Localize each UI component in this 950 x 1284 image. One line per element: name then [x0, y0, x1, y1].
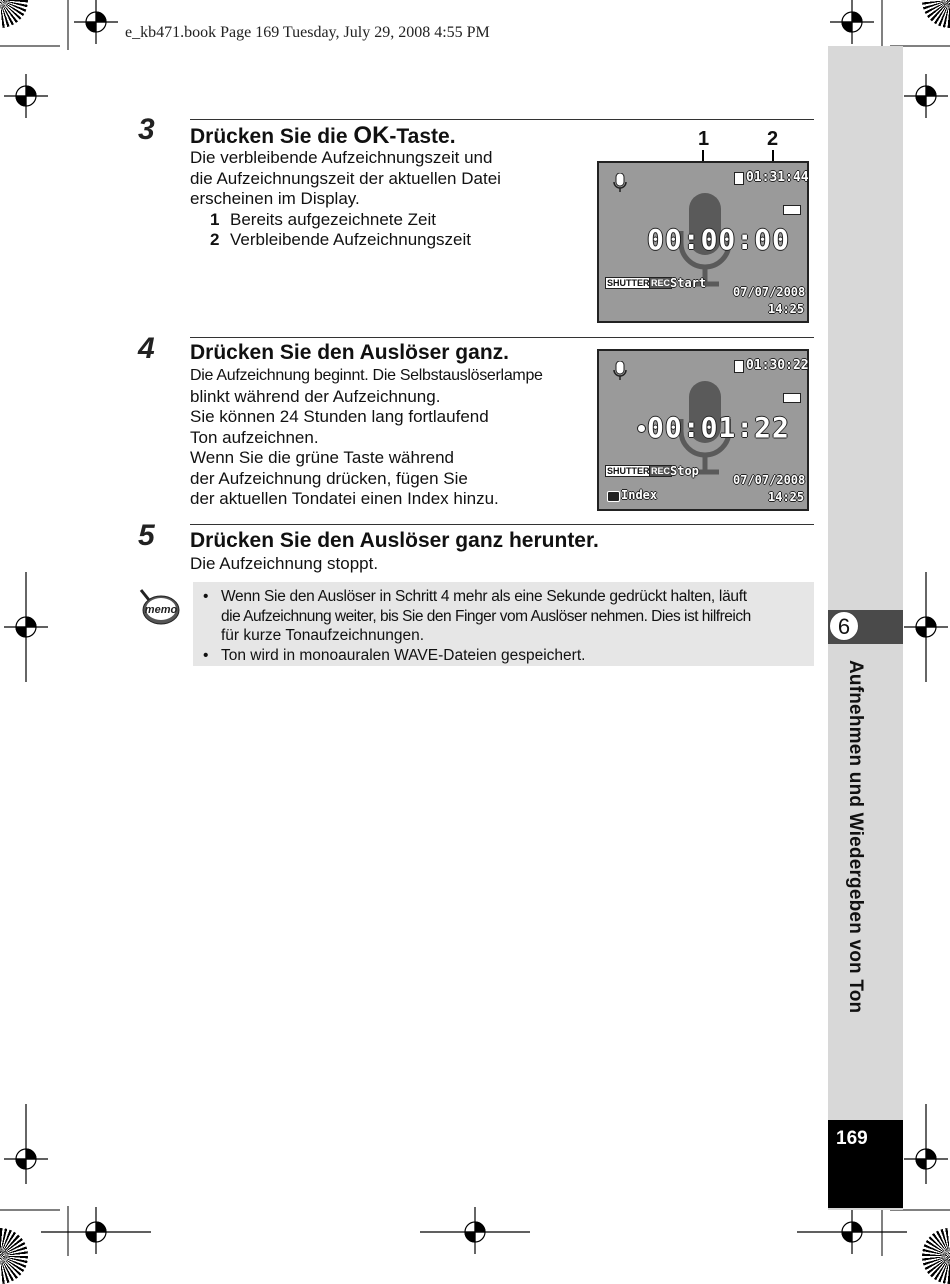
memo-icon-label: memo [144, 604, 178, 616]
page-number: 169 [836, 1128, 868, 1149]
date-display: 07/07/2008 [733, 473, 806, 487]
body-line: Ton aufzeichnen. [190, 427, 319, 447]
step-title-text: -Taste. [389, 125, 456, 148]
memo-bullet: • Wenn Sie den Auslöser in Schritt 4 mehr als eine Sekunde gedrückt halten, läuft die Aufzeichnung weiter, bis Sie den Finger vom Auslöser nehmen. Dies ist hilfreich für kurze Tonaufzeichnungen. [203, 588, 751, 644]
step-number: 4 [138, 332, 155, 365]
step-body [190, 554, 378, 575]
green-button-icon [607, 491, 620, 502]
time-display: 14:25 [768, 490, 805, 504]
list-item [190, 230, 501, 251]
memo-line: die Aufzeichnung weiter, bis Sie den Finger vom Auslöser nehmen. Dies ist hilfreich [221, 607, 751, 625]
step-body [190, 148, 501, 251]
memo-box [193, 582, 814, 666]
body-line: der Aufzeichnung drücken, fügen Sie [190, 468, 468, 488]
step-title-text: Drücken Sie die [190, 125, 354, 148]
body-line: erscheinen im Display. [190, 189, 360, 208]
ok-key: OK [353, 122, 390, 149]
body-line: die Aufzeichnungszeit der aktuellen Datei [190, 168, 501, 188]
step-title [190, 122, 456, 150]
callout-1: 1 [698, 128, 710, 150]
camera-display-recording [597, 349, 809, 511]
body-line: Sie können 24 Stunden lang fortlaufend [190, 407, 489, 426]
body-line: Die Aufzeichnung stoppt. [190, 554, 379, 573]
memo-bullet: • Ton wird in monoauralen WAVE-Dateien gespeichert. [203, 646, 586, 664]
memo-line: Ton wird in monoauralen WAVE-Dateien gespeichert. [221, 646, 586, 664]
body-line: blinkt während der Aufzeichnung. [190, 386, 441, 406]
step-divider [190, 524, 814, 525]
shutter-badge: SHUTTER [607, 278, 650, 288]
step-number: 3 [138, 113, 155, 146]
action-label: Stop [670, 464, 699, 478]
elapsed-time: 00:00:00 [647, 223, 790, 256]
sd-card-icon [734, 360, 744, 373]
item-number: 2 [210, 230, 220, 249]
index-label: Index [621, 488, 658, 502]
chapter-title: Aufnehmen und Wiedergeben von Ton [845, 660, 866, 1014]
body-line: der aktuellen Tondatei einen Index hinzu. [190, 489, 499, 508]
step-divider [190, 337, 814, 338]
item-text: Verbleibende Aufzeichnungszeit [230, 230, 472, 249]
list-item [190, 210, 501, 231]
sd-card-icon [734, 172, 744, 185]
battery-icon [783, 393, 801, 403]
camera-display-recording-ready [597, 161, 809, 323]
step-title: Drücken Sie den Auslöser ganz. [190, 341, 509, 364]
recording-dot-icon [637, 424, 646, 433]
item-text: Bereits aufgezeichnete Zeit [230, 209, 437, 229]
step-number: 5 [138, 519, 155, 552]
body-line: Die verbleibende Aufzeichnungszeit und [190, 148, 493, 167]
body-line: Die Aufzeichnung beginnt. Die Selbstauslöserlampe [190, 367, 543, 384]
item-number: 1 [210, 209, 220, 229]
mic-small-icon [613, 173, 627, 193]
rec-badge: REC [651, 278, 671, 288]
memo-icon [137, 588, 181, 628]
mic-small-icon [613, 361, 627, 381]
remaining-time: 01:30:22 [746, 358, 809, 373]
step-title: Drücken Sie den Auslöser ganz herunter. [190, 529, 599, 552]
print-header: e_kb471.book Page 169 Tuesday, July 29, 2008 4:55 PM [125, 24, 490, 41]
elapsed-time: 00:01:22 [647, 411, 790, 444]
remaining-time: 01:31:44 [746, 170, 809, 185]
step-divider [190, 119, 814, 120]
memo-line: Wenn Sie den Auslöser in Schritt 4 mehr als eine Sekunde gedrückt halten, läuft [221, 588, 747, 605]
memo-line: für kurze Tonaufzeichnungen. [221, 627, 425, 644]
date-display: 07/07/2008 [733, 285, 806, 299]
callout-2: 2 [767, 128, 779, 150]
rec-badge: REC [651, 466, 671, 476]
chapter-number: 6 [829, 611, 859, 641]
shutter-badge: SHUTTER [607, 466, 650, 476]
time-display: 14:25 [768, 302, 805, 316]
battery-icon [783, 205, 801, 215]
step-body [190, 366, 543, 510]
body-line: Wenn Sie die grüne Taste während [190, 448, 454, 467]
action-label: Start [670, 276, 707, 290]
